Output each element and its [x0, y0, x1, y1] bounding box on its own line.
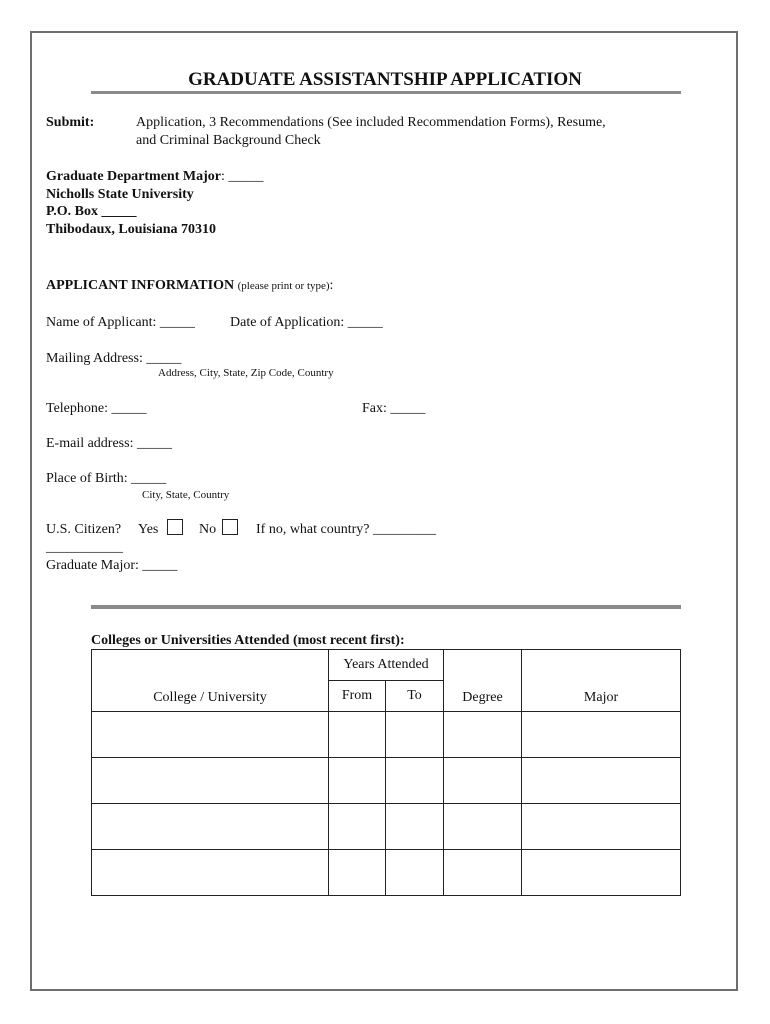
- department-major-field[interactable]: : _____: [220, 169, 264, 184]
- place-of-birth-field[interactable]: Place of Birth: _____: [46, 471, 167, 486]
- to-cell[interactable]: [386, 758, 444, 804]
- country-continuation-line: ___________: [46, 540, 123, 555]
- major-cell[interactable]: [522, 758, 681, 804]
- degree-cell[interactable]: [444, 850, 522, 896]
- college-column-header: College / University: [92, 650, 329, 712]
- from-cell[interactable]: [329, 712, 386, 758]
- colleges-table: [91, 649, 681, 896]
- table-header-row: [92, 650, 681, 681]
- department-major-line: [46, 169, 263, 185]
- degree-cell[interactable]: [444, 804, 522, 850]
- table-row: [92, 712, 681, 758]
- to-cell[interactable]: [386, 712, 444, 758]
- degree-cell[interactable]: [444, 758, 522, 804]
- university-name: Nicholls State University: [46, 187, 194, 202]
- graduate-major-field[interactable]: Graduate Major: _____: [46, 558, 178, 573]
- department-major-label: Graduate Department Major: [46, 169, 221, 184]
- from-column-header: From: [329, 681, 386, 712]
- college-cell[interactable]: [92, 758, 329, 804]
- to-cell[interactable]: [386, 804, 444, 850]
- other-country-field[interactable]: If no, what country? _________: [256, 522, 437, 537]
- colleges-caption: Colleges or Universities Attended (most recent first):: [91, 633, 405, 648]
- place-of-birth-hint: City, State, Country: [142, 489, 230, 501]
- major-cell[interactable]: [522, 850, 681, 896]
- title-rule: [91, 91, 681, 94]
- degree-cell[interactable]: [444, 712, 522, 758]
- email-field[interactable]: E-mail address: _____: [46, 436, 172, 451]
- submit-label: Submit:: [46, 115, 95, 130]
- from-cell[interactable]: [329, 758, 386, 804]
- years-attended-header: Years Attended: [329, 650, 444, 681]
- submit-line-2: and Criminal Background Check: [136, 133, 321, 148]
- table-row: [92, 850, 681, 896]
- to-cell[interactable]: [386, 850, 444, 896]
- yes-checkbox[interactable]: [167, 519, 183, 535]
- to-column-header: To: [386, 681, 444, 712]
- telephone-field[interactable]: Telephone: _____: [46, 401, 147, 416]
- table-row: [92, 804, 681, 850]
- date-of-application-field[interactable]: Date of Application: _____: [230, 315, 383, 330]
- college-cell[interactable]: [92, 850, 329, 896]
- mailing-address-field[interactable]: Mailing Address: _____: [46, 351, 182, 366]
- yes-label: Yes: [138, 522, 159, 537]
- section-rule: [91, 605, 681, 609]
- city-state: Thibodaux, Louisiana 70310: [46, 222, 217, 237]
- applicant-heading: [46, 278, 333, 294]
- po-box: P.O. Box _____: [46, 204, 137, 219]
- mailing-address-hint: Address, City, State, Zip Code, Country: [158, 367, 334, 379]
- fax-field[interactable]: Fax: _____: [362, 401, 426, 416]
- degree-column-header: Degree: [444, 650, 522, 712]
- no-checkbox[interactable]: [222, 519, 238, 535]
- us-citizen-label: U.S. Citizen?: [46, 522, 122, 537]
- submit-line-1: Application, 3 Recommendations (See included Recommendation Forms), Resume,: [136, 115, 606, 130]
- applicant-heading-note: (please print or type): [237, 280, 330, 292]
- applicant-heading-text: APPLICANT INFORMATION: [46, 278, 235, 293]
- from-cell[interactable]: [329, 804, 386, 850]
- college-cell[interactable]: [92, 712, 329, 758]
- major-cell[interactable]: [522, 712, 681, 758]
- form-title: GRADUATE ASSISTANTSHIP APPLICATION: [188, 69, 582, 90]
- no-label: No: [199, 522, 217, 537]
- from-cell[interactable]: [329, 850, 386, 896]
- applicant-heading-colon: :: [329, 278, 334, 293]
- table-row: [92, 758, 681, 804]
- major-cell[interactable]: [522, 804, 681, 850]
- college-cell[interactable]: [92, 804, 329, 850]
- name-of-applicant-field[interactable]: Name of Applicant: _____: [46, 315, 195, 330]
- major-column-header: Major: [522, 650, 681, 712]
